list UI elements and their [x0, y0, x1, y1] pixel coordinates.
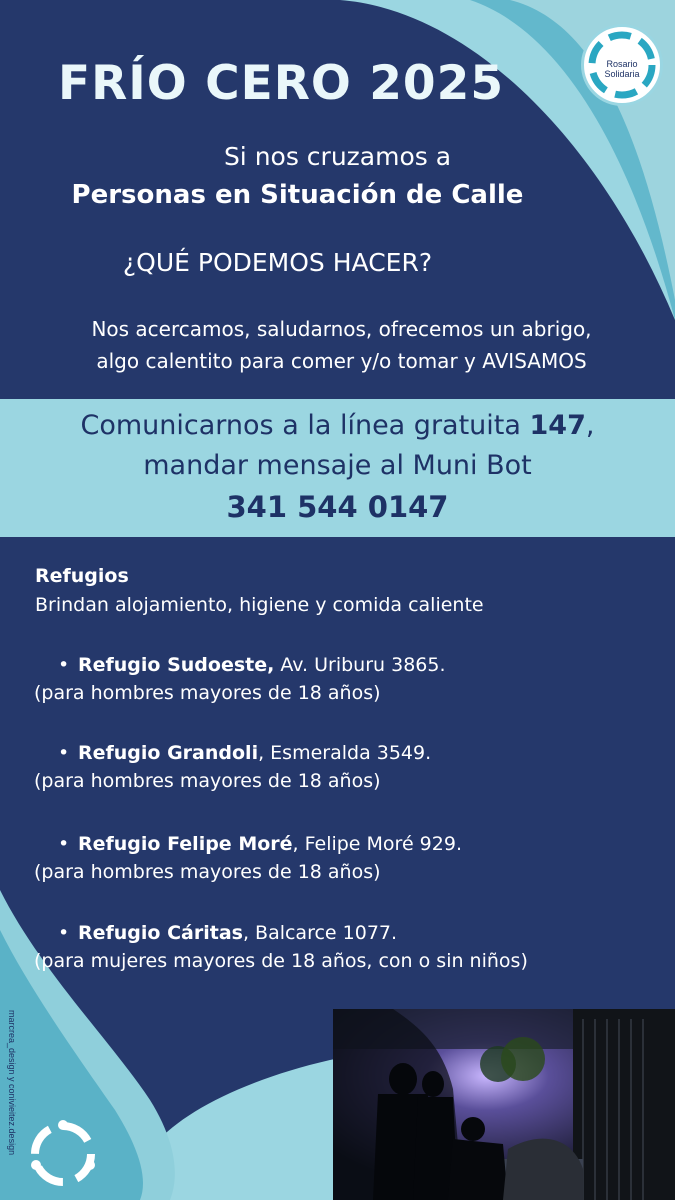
intro-line-1: Si nos cruzamos a [223, 142, 452, 171]
refugio-name: Refugio Felipe Moré [78, 833, 293, 855]
contact-line-1-prefix: Comunicarnos a la línea gratuita [80, 410, 530, 441]
rosario-solidaria-logo [581, 24, 663, 106]
rosario-solidaria-symbol-icon [24, 1115, 102, 1193]
street-photo [333, 1009, 675, 1200]
refugio-address: , Felipe Moré 929. [292, 833, 462, 855]
refugio-note: (para hombres mayores de 18 años) [34, 861, 381, 883]
contact-line-2: mandar mensaje al Muni Bot [143, 450, 532, 481]
question-heading: ¿QUÉ PODEMOS HACER? [122, 248, 433, 277]
contact-line-1-suffix: , [585, 410, 595, 441]
intro-line-2: Personas en Situación de Calle [71, 180, 524, 210]
refugio-note: (para mujeres mayores de 18 años, con o sin niños) [34, 950, 528, 972]
list-item [34, 830, 462, 886]
refugio-name: Refugio Sudoeste, [78, 654, 275, 676]
refugio-address: , Balcarce 1077. [242, 922, 398, 944]
hotline-number: 147 [529, 410, 586, 441]
refugio-name: Refugio Cáritas [78, 922, 243, 944]
refugio-name: Refugio Grandoli [78, 742, 259, 764]
refugio-address: , Esmeralda 3549. [258, 742, 432, 764]
page-title: FRÍO CERO 2025 [58, 56, 505, 111]
contact-line-1 [0, 410, 675, 441]
list-item [34, 739, 431, 795]
refugio-note: (para hombres mayores de 18 años) [34, 770, 381, 792]
list-item [34, 919, 528, 975]
bullet-icon: • [58, 922, 70, 944]
refugio-note: (para hombres mayores de 18 años) [34, 682, 381, 704]
bullet-icon: • [58, 833, 70, 855]
action-line-1: Nos acercamos, saludarnos, ofrecemos un abrigo, [91, 317, 592, 341]
design-credit: marcrea_design y conivieitez.design [7, 1010, 17, 1156]
bullet-icon: • [58, 654, 70, 676]
list-item [34, 651, 446, 707]
action-text [4, 313, 675, 377]
refugios-description: Brindan alojamiento, higiene y comida caliente [35, 594, 484, 616]
munibot-phone: 341 544 0147 [226, 490, 449, 524]
logo-line-2: Solidaria [604, 69, 640, 79]
refugios-heading: Refugios [35, 565, 129, 587]
refugio-address: Av. Uriburu 3865. [274, 654, 446, 676]
action-line-2: algo calentito para comer y/o tomar y AVISAMOS [96, 349, 587, 373]
bullet-icon: • [58, 742, 70, 764]
logo-line-1: Rosario [606, 59, 638, 69]
